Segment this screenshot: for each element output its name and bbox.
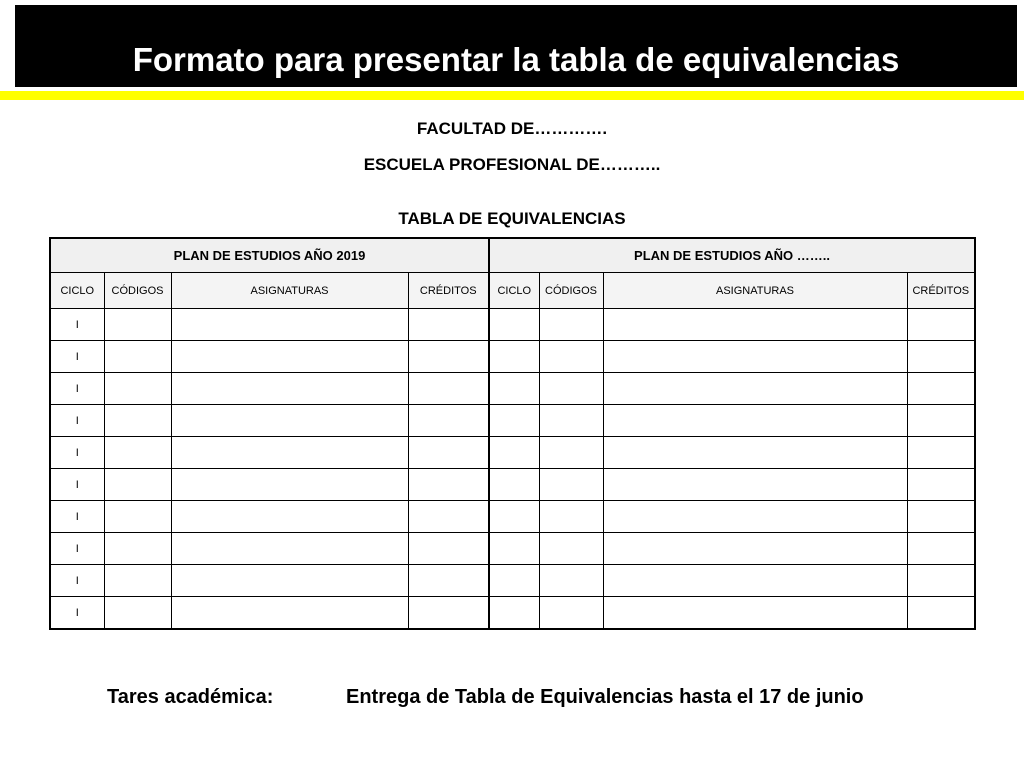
table-cell (104, 437, 171, 469)
table-cell (907, 565, 975, 597)
plan-left-header: PLAN DE ESTUDIOS AÑO 2019 (50, 238, 489, 273)
table-cell (539, 533, 603, 565)
table-cell (489, 405, 539, 437)
table-cell (171, 437, 408, 469)
table-cell (489, 373, 539, 405)
table-cell (171, 341, 408, 373)
table-cell (408, 597, 489, 630)
table-cell (539, 469, 603, 501)
table-cell (603, 469, 907, 501)
table-row (50, 597, 975, 630)
table-cell (907, 469, 975, 501)
tabla-heading-text: TABLA DE EQUIVALENCIAS (398, 209, 626, 228)
table-cell (171, 373, 408, 405)
table-cell (603, 309, 907, 341)
accent-line (0, 91, 1024, 100)
ciclo-cell: I (50, 469, 104, 501)
table-cell (171, 533, 408, 565)
table-cell (104, 565, 171, 597)
table-body (50, 309, 975, 630)
table-cell (603, 501, 907, 533)
table-cell (489, 597, 539, 630)
table-cell (907, 597, 975, 630)
slide-title: Formato para presentar la tabla de equivalencias (132, 41, 900, 78)
table-cell (907, 501, 975, 533)
table-cell (408, 341, 489, 373)
table-cell (104, 501, 171, 533)
col-header-ciclo-right: CICLO (489, 273, 539, 309)
table-cell (907, 405, 975, 437)
table-cell (408, 437, 489, 469)
table-cell (907, 373, 975, 405)
table-cell (489, 565, 539, 597)
table-cell (603, 405, 907, 437)
table-row (50, 437, 975, 469)
col-header-asignaturas-left: ASIGNATURAS (171, 273, 408, 309)
col-header-codigos-left: CÓDIGOS (104, 273, 171, 309)
table-cell (907, 341, 975, 373)
table-cell (104, 373, 171, 405)
equivalency-table (49, 237, 976, 630)
col-header-ciclo-left: CICLO (50, 273, 104, 309)
table-cell (104, 597, 171, 630)
table-cell (539, 565, 603, 597)
table-cell (104, 405, 171, 437)
table-cell (171, 597, 408, 630)
table-row (50, 309, 975, 341)
facultad-heading: FACULTAD DE…………. (416, 119, 608, 138)
table-cell (408, 533, 489, 565)
plan-header-row (50, 238, 975, 273)
table-cell (603, 437, 907, 469)
table-cell (489, 469, 539, 501)
table-cell (539, 405, 603, 437)
table-cell (408, 501, 489, 533)
col-header-creditos-right: CRÉDITOS (907, 273, 975, 309)
table-cell (489, 437, 539, 469)
plan-right-header: PLAN DE ESTUDIOS AÑO …….. (489, 238, 975, 273)
ciclo-cell: I (50, 373, 104, 405)
ciclo-cell: I (50, 565, 104, 597)
table-cell (104, 341, 171, 373)
footer-label: Tares académica: (107, 686, 274, 708)
table-row (50, 533, 975, 565)
col-header-creditos-left: CRÉDITOS (408, 273, 489, 309)
table-cell (539, 341, 603, 373)
table-cell (539, 501, 603, 533)
table-cell (171, 469, 408, 501)
col-header-codigos-right: CÓDIGOS (539, 273, 603, 309)
ciclo-cell: I (50, 501, 104, 533)
table-cell (104, 533, 171, 565)
table-cell (171, 309, 408, 341)
ciclo-cell: I (50, 309, 104, 341)
col-header-asignaturas-right: ASIGNATURAS (603, 273, 907, 309)
table-cell (603, 533, 907, 565)
title-bar (15, 5, 1017, 87)
table-cell (171, 565, 408, 597)
ciclo-cell: I (50, 405, 104, 437)
ciclo-cell: I (50, 341, 104, 373)
table-cell (408, 565, 489, 597)
table-cell (603, 341, 907, 373)
table-cell (489, 501, 539, 533)
column-header-row (50, 273, 975, 309)
table-cell (539, 309, 603, 341)
table-cell (907, 437, 975, 469)
table-row (50, 373, 975, 405)
table-row (50, 405, 975, 437)
tabla-heading (0, 209, 1024, 229)
footer-value: Entrega de Tabla de Equivalencias hasta el 17 de junio (346, 686, 864, 708)
ciclo-cell: I (50, 533, 104, 565)
escuela-heading: ESCUELA PROFESIONAL DE……….. (363, 155, 661, 174)
table-cell (408, 373, 489, 405)
table-row (50, 565, 975, 597)
ciclo-cell: I (50, 437, 104, 469)
ciclo-cell: I (50, 597, 104, 630)
table-cell (603, 565, 907, 597)
table-cell (104, 309, 171, 341)
table-cell (907, 533, 975, 565)
table-row (50, 341, 975, 373)
table-cell (489, 341, 539, 373)
table-cell (539, 437, 603, 469)
table-cell (408, 469, 489, 501)
table-cell (603, 597, 907, 630)
table-row (50, 469, 975, 501)
table-cell (489, 533, 539, 565)
table-cell (171, 501, 408, 533)
table-cell (539, 597, 603, 630)
table-cell (408, 309, 489, 341)
table-cell (408, 405, 489, 437)
table-cell (104, 469, 171, 501)
table-row (50, 501, 975, 533)
table-cell (171, 405, 408, 437)
table-cell (907, 309, 975, 341)
table-cell (603, 373, 907, 405)
table-cell (489, 309, 539, 341)
table-cell (539, 373, 603, 405)
